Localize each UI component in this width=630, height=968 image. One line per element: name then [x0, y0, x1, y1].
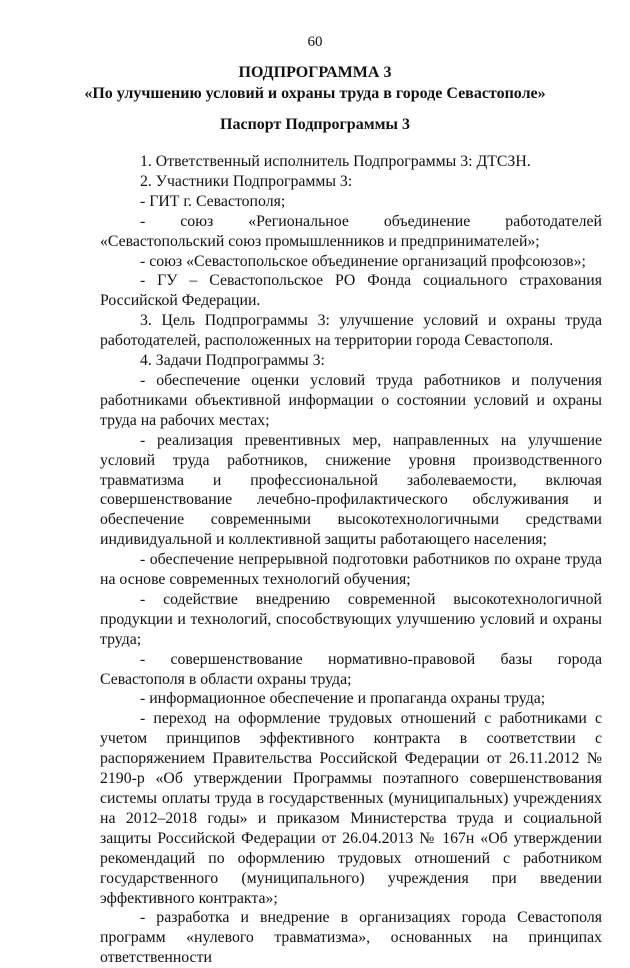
page-number: 60 — [307, 34, 323, 50]
paragraph: 1. Ответственный исполнитель Подпрограммы 3: ДТСЗН. — [140, 153, 531, 170]
document-body — [100, 152, 602, 968]
paragraph: - разработка и внедрение в организациях города Севастополя программ «нулевого травматизма», основанных на принципах ответственности — [100, 909, 602, 967]
paragraph: - союз «Региональное объединение работодателей «Севастопольский союз промышленников и предпринимателей»; — [100, 212, 602, 250]
paragraph: - обеспечение непрерывной подготовки работников по охране труда на основе современных технологий обучения; — [100, 551, 602, 589]
paragraph: - переход на оформление трудовых отношений с работниками с учетом принципов эффективного контракта в соответствии с распоряжением Правительства Российской Федерации от 26.11.2012 № 2190-р «Об утверждении Программы поэтапного совершенствования системы оплаты труда в государственных (муниципальных) учреждениях на 2012–2018 годы» и приказом Министерства труда и социальной защиты Российской Федерации от 26.04.2013 № 167н «Об утверждении рекомендаций по оформлению трудовых отношений с работником государственного (муниципального) учреждения при введении эффективного контракта»; — [100, 710, 602, 907]
subprogram-title — [0, 62, 630, 104]
paragraph: - ГУ – Севастопольское РО Фонда социального страхования Российской Федерации. — [100, 272, 602, 310]
passport-title: Паспорт Подпрограммы 3 — [220, 116, 410, 133]
paragraph: - содействие внедрению современной высокотехнологичной продукции и технологий, способствующих улучшению условий и охраны труда; — [100, 590, 602, 648]
title-line-2: «По улучшению условий и охраны труда в городе Севастополе» — [84, 85, 546, 102]
paragraph: 3. Цель Подпрограммы 3: улучшение условий и охраны труда работодателей, расположенных на территории города Севастополя. — [100, 312, 602, 350]
paragraph: - союз «Севастопольское объединение организаций профсоюзов»; — [140, 252, 586, 270]
paragraph: - обеспечение оценки условий труда работников и получения работниками объективной информации о состоянии условий и охраны труда на рабочих местах; — [100, 371, 602, 429]
paragraph: - ГИТ г. Севастополя; — [140, 192, 286, 210]
paragraph: - реализация превентивных мер, направленных на улучшение условий труда работников, снижение уровня производственного травматизма и профессиональной заболеваемости, включая совершенствование лечебно-профилактического обслуживания и обеспечение современными высокотехнологичными средствами индивидуальной и коллективной защиты работающего населения; — [100, 431, 602, 549]
title-line-1: ПОДПРОГРАММА 3 — [238, 64, 392, 81]
paragraph: - информационное обеспечение и пропаганда охраны труда; — [140, 690, 546, 708]
paragraph: 2. Участники Подпрограммы 3: — [140, 172, 353, 190]
paragraph: 4. Задачи Подпрограммы 3: — [140, 352, 325, 370]
paragraph: - совершенствование нормативно-правовой базы города Севастополя в области охраны труда; — [100, 650, 602, 688]
